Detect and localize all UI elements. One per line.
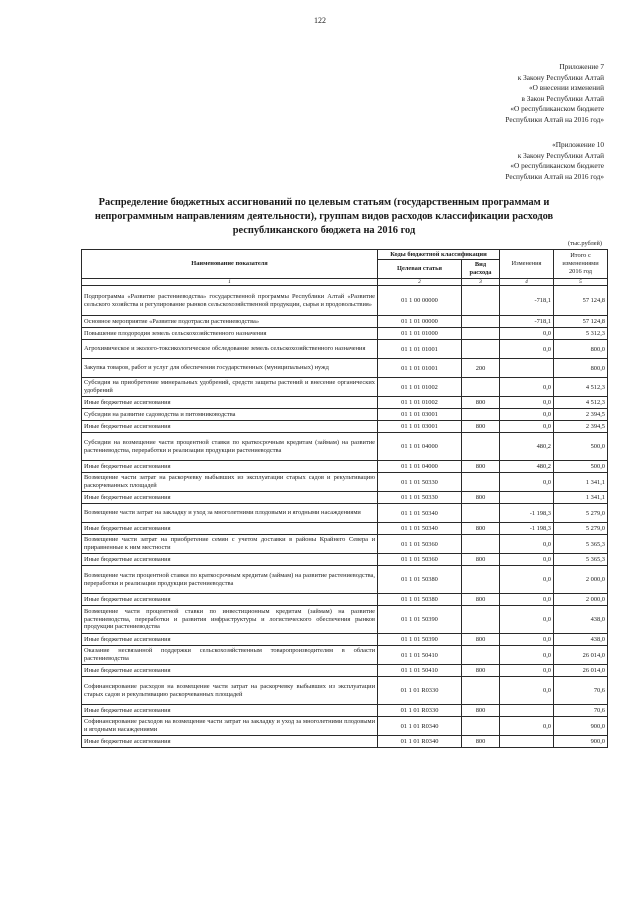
row-target-code: 01 1 01 03001 [378,409,462,421]
annex-note [505,62,604,126]
table-row [82,421,608,433]
table-row [82,634,608,646]
row-target-code: 01 1 01 03001 [378,421,462,433]
row-name: Возмещение части процентной ставки по инвестиционным кредитам (займам) на развитие растениеводства, переработки и развития инфраструктуры и логистического обеспечения рынков продукции растениеводства [82,606,378,634]
annex-line: «О внесении изменений [528,83,604,93]
table-row [82,554,608,566]
row-expense-type [462,566,500,594]
row-name: Иные бюджетные ассигнования [82,397,378,409]
table-row [82,359,608,378]
row-expense-type [462,717,500,736]
row-name: Агрохимическое и эколого-токсикологическое обследование земель сельскохозяйственного назначения [82,340,378,359]
header-codes: Коды бюджетной классификации [378,250,500,260]
row-target-code: 01 1 01 R0330 [378,677,462,705]
row-change: -718,1 [500,286,554,316]
row-total: 438,0 [554,634,608,646]
column-index: 1 [82,279,378,286]
annex-line: «О республиканском бюджете [510,104,604,114]
row-name: Иные бюджетные ассигнования [82,523,378,535]
row-expense-type: 800 [462,554,500,566]
row-expense-type [462,433,500,461]
row-change: -1 198,3 [500,504,554,523]
row-change: 0,0 [500,535,554,554]
table-row [82,717,608,736]
row-name: Возмещение части затрат на раскорчевку выбывших из эксплуатации старых садов и рекультивацию раскорчеванных площадей [82,473,378,492]
row-expense-type [462,504,500,523]
annex-line: Республики Алтай на 2016 год» [505,114,604,124]
row-expense-type [462,409,500,421]
table-row [82,566,608,594]
row-expense-type [462,646,500,665]
row-name: Иные бюджетные ассигнования [82,421,378,433]
row-change: -1 198,3 [500,523,554,535]
row-expense-type [462,328,500,340]
row-change [500,705,554,717]
document-title: Распределение бюджетных ассигнований по целевым статьям (государственным программам и непрограммным направлениям деятельности), группам видов расходов классификации расходов республиканского бюджета на 2016 год [94,197,554,236]
row-expense-type: 800 [462,634,500,646]
row-change: 0,0 [500,606,554,634]
row-total: 1 341,1 [554,473,608,492]
table-row [82,409,608,421]
page-number: 122 [314,16,326,25]
row-name: Повышение плодородия земель сельскохозяйственного назначения [82,328,378,340]
row-change: 0,0 [500,421,554,433]
row-total: 4 512,3 [554,378,608,397]
row-total: 2 394,5 [554,421,608,433]
row-expense-type: 800 [462,736,500,748]
row-total: 5 279,0 [554,504,608,523]
row-expense-type: 800 [462,492,500,504]
row-total: 800,0 [554,359,608,378]
row-name: Иные бюджетные ассигнования [82,492,378,504]
row-total: 5 365,3 [554,535,608,554]
row-target-code: 01 1 01 01000 [378,328,462,340]
row-target-code: 01 1 01 04000 [378,433,462,461]
row-expense-type [462,677,500,705]
row-expense-type [462,340,500,359]
row-change: 0,0 [500,378,554,397]
table-row [82,286,608,316]
column-index: 2 [378,279,462,286]
row-target-code: 01 1 01 R0340 [378,717,462,736]
row-name: Возмещение части процентной ставки по краткосрочным кредитам (займам) на развитие растениеводства, переработки и реализации продукции растениеводства [82,566,378,594]
row-expense-type: 800 [462,397,500,409]
row-target-code: 01 1 01 50390 [378,634,462,646]
row-total: 5 312,3 [554,328,608,340]
table-row [82,492,608,504]
row-total: 2 394,5 [554,409,608,421]
table-row [82,461,608,473]
row-target-code: 01 1 01 50390 [378,606,462,634]
table-row [82,328,608,340]
annex-note-original [505,140,604,182]
row-target-code: 01 1 01 01002 [378,378,462,397]
header-total: Итого с изменениями 2016 год [554,250,608,279]
row-name: Возмещение части затрат на закладку и уход за многолетними плодовыми и ягодными насаждениями [82,504,378,523]
row-change: 0,0 [500,665,554,677]
row-change: 0,0 [500,397,554,409]
table-row [82,665,608,677]
table-row [82,504,608,523]
row-change: 0,0 [500,328,554,340]
units-label: (тыс.рублей) [567,240,602,247]
row-total: 5 279,0 [554,523,608,535]
row-total: 2 000,0 [554,594,608,606]
row-target-code: 01 1 01 50340 [378,523,462,535]
row-name: Оказание несвязанной поддержки сельскохозяйственным товаропроизводителям в области растениеводства [82,646,378,665]
row-expense-type [462,316,500,328]
row-change: 0,0 [500,554,554,566]
header-target: Целевая статья [378,260,462,279]
row-expense-type [462,473,500,492]
table-row [82,523,608,535]
annex-line: в Закон Республики Алтай [521,93,604,103]
annex-line: к Закону Республики Алтай [517,72,604,82]
budget-table-body [82,286,608,748]
row-expense-type: 800 [462,523,500,535]
row-name: Субсидии на развитие садоводства и питомниководства [82,409,378,421]
row-expense-type: 200 [462,359,500,378]
row-target-code: 01 1 01 01002 [378,397,462,409]
table-row [82,677,608,705]
row-change: 0,0 [500,409,554,421]
row-total: 900,0 [554,736,608,748]
row-change: 0,0 [500,677,554,705]
row-name: Иные бюджетные ассигнования [82,736,378,748]
column-index: 4 [500,279,554,286]
row-change: 480,2 [500,433,554,461]
row-total: 1 341,1 [554,492,608,504]
row-target-code: 01 1 01 01001 [378,340,462,359]
row-change [500,359,554,378]
annex-line: Республики Алтай на 2016 год» [505,171,604,181]
row-target-code: 01 1 01 04000 [378,461,462,473]
row-target-code: 01 1 01 50410 [378,665,462,677]
budget-table [81,249,608,748]
row-total: 26 014,0 [554,646,608,665]
row-change: 0,0 [500,634,554,646]
row-target-code: 01 1 00 00000 [378,286,462,316]
table-row [82,606,608,634]
header-change: Изменения [500,250,554,279]
row-change: 0,0 [500,473,554,492]
annex-line: «Приложение 10 [552,140,604,149]
table-row [82,433,608,461]
table-row [82,535,608,554]
row-total: 26 014,0 [554,665,608,677]
row-name: Возмещение части затрат на приобретение семян с учетом доставки в районы Крайнего Севера и приравненные к ним местности [82,535,378,554]
row-change: 0,0 [500,646,554,665]
row-change [500,736,554,748]
row-total: 57 124,8 [554,286,608,316]
row-total: 800,0 [554,340,608,359]
table-row [82,736,608,748]
row-change: -718,1 [500,316,554,328]
row-name: Субсидии на возмещение части процентной ставки по краткосрочным кредитам (займам) на развитие растениеводства, переработки и реализации продукции растениеводства [82,433,378,461]
row-expense-type [462,606,500,634]
row-expense-type: 800 [462,705,500,717]
table-row [82,378,608,397]
table-row [82,594,608,606]
column-index: 3 [462,279,500,286]
row-expense-type [462,378,500,397]
row-change: 0,0 [500,566,554,594]
row-name: Иные бюджетные ассигнования [82,634,378,646]
row-expense-type [462,535,500,554]
row-target-code: 01 1 01 00000 [378,316,462,328]
row-expense-type: 800 [462,461,500,473]
header-name: Наименование показателя [82,250,378,279]
row-total: 5 365,3 [554,554,608,566]
row-target-code: 01 1 01 01001 [378,359,462,378]
row-name: Иные бюджетные ассигнования [82,554,378,566]
row-change: 480,2 [500,461,554,473]
row-name: Субсидия на приобретение минеральных удобрений, средств защиты растений и внесение органических удобрений [82,378,378,397]
row-expense-type: 800 [462,594,500,606]
row-name: Подпрограмма «Развитие растениеводства» государственной программы Республики Алтай «Развитие сельского хозяйства и регулирование рынков сельскохозяйственной продукции, сырья и продовольствия» [82,286,378,316]
row-name: Иные бюджетные ассигнования [82,461,378,473]
row-target-code: 01 1 01 50330 [378,473,462,492]
row-change: 0,0 [500,717,554,736]
row-total: 4 512,3 [554,397,608,409]
row-total: 500,0 [554,461,608,473]
row-total: 438,0 [554,606,608,634]
header-type: Вид расхода [462,260,500,279]
row-total: 2 000,0 [554,566,608,594]
column-index: 5 [554,279,608,286]
row-name: Закупка товаров, работ и услуг для обеспечения государственных (муниципальных) нужд [82,359,378,378]
row-target-code: 01 1 01 50380 [378,594,462,606]
row-target-code: 01 1 01 50340 [378,504,462,523]
row-expense-type [462,286,500,316]
row-change: 0,0 [500,594,554,606]
row-target-code: 01 1 01 50410 [378,646,462,665]
row-name: Иные бюджетные ассигнования [82,705,378,717]
row-name: Основное мероприятие «Развитие подотрасли растениеводства» [82,316,378,328]
row-expense-type: 800 [462,665,500,677]
row-target-code: 01 1 01 50360 [378,554,462,566]
table-row [82,340,608,359]
annex-line: к Закону Республики Алтай [517,150,604,160]
row-total: 57 124,8 [554,316,608,328]
row-target-code: 01 1 01 R0330 [378,705,462,717]
row-target-code: 01 1 01 50380 [378,566,462,594]
row-target-code: 01 1 01 50330 [378,492,462,504]
row-change [500,492,554,504]
annex-line: Приложение 7 [559,62,604,71]
table-row [82,316,608,328]
row-total: 70,6 [554,677,608,705]
table-row [82,473,608,492]
row-change: 0,0 [500,340,554,359]
row-total: 70,6 [554,705,608,717]
row-target-code: 01 1 01 50360 [378,535,462,554]
row-name: Иные бюджетные ассигнования [82,594,378,606]
annex-line: «О республиканском бюджете [510,161,604,171]
table-row [82,705,608,717]
row-total: 500,0 [554,433,608,461]
table-row [82,397,608,409]
table-row [82,646,608,665]
row-name: Софинансирование расходов на возмещение части затрат на раскорчевку выбывших из эксплуатации старых садов и рекультивацию раскорчеванных площадей [82,677,378,705]
row-target-code: 01 1 01 R0340 [378,736,462,748]
row-name: Иные бюджетные ассигнования [82,665,378,677]
row-name: Софинансирование расходов на возмещение части затрат на закладку и уход за многолетними плодовыми и ягодными насаждениями [82,717,378,736]
row-total: 900,0 [554,717,608,736]
row-expense-type: 800 [462,421,500,433]
